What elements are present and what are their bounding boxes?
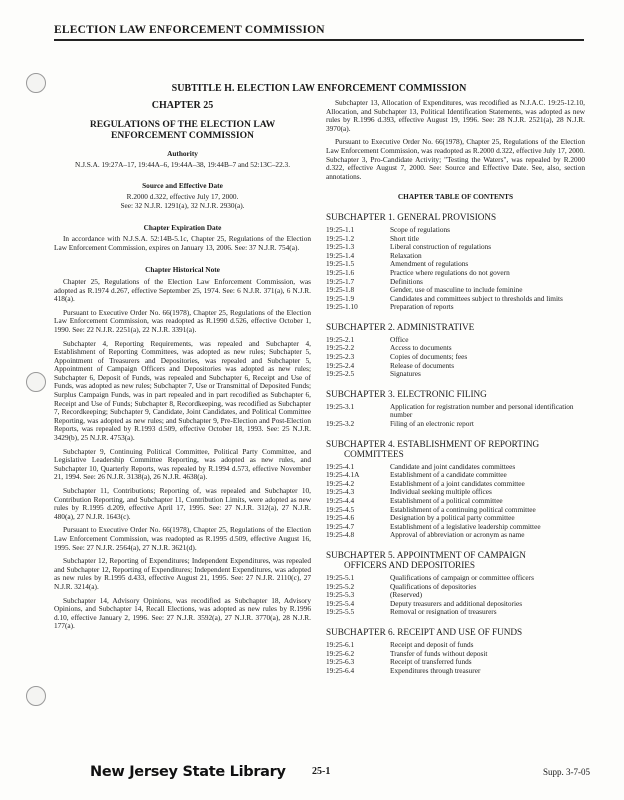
supplement-date: Supp. 3-7-05 [543, 767, 590, 777]
subchapter-heading[interactable]: SUBCHAPTER 2. ADMINISTRATIVE [326, 321, 475, 332]
section-title: Establishment of a joint candidates committee [390, 478, 525, 488]
history-paragraph: Subchapter 9, Continuing Political Committee, Political Party Committee, and Legislative Leadership Committee Reporting, was adopted as new rules, and Subchapter 10, Quarterly Reports, was repealed by R.1994 d.573, effective November 21, 1994. See: 26 N.J.R. 3138(a), 26 N.J.R. 4638(a). [54, 446, 311, 482]
section-title: Establishment of a legislative leadership committee [390, 521, 541, 531]
history-paragraph: Subchapter 4, Reporting Requirements, was repealed and Subchapter 4, Establishment of Reporting Committees, was adopted as new rules; Subchapter 5, Appointment of Treasurers and Depositories, was repealed and Subchapter 5, Appointment of Campaign Officers and Depositories was adopted as new rules; Subchapter 6, Deposit of Funds, was repealed and Subchapter 6, Receipt and Use of Funds, was adopted as new rules; Subchapter 7, Use or Transmittal of Deposited Funds; Surplus Campaign Funds, was in part repealed and in part recodified as Subchapter 6, Receipt and Use of Funds; Subchapter 8, Recordkeeping, was recodified as Subchapter 7, Recordkeeping; Subchapter 9, Candidate, Joint Candidates, and Political Committee Reporting, was adopted as new rules; and Subchapter 9, Pre-Election and Post-Election Reports, was repealed by R.1993 d.509, effective October 18, 1993. See: 25 N.J.R. 3429(b), 25 N.J.R. 4753(a). [54, 338, 311, 443]
section-number: 19:25-4.3 [326, 487, 355, 497]
history-paragraph: Pursuant to Executive Order No. 66(1978), Chapter 25, Regulations of the Election Law Enforcement Commission, was readopted as R.1990 d.526, effective October 1, 1990. See: 22 N.J.R. 2251(a), 22 N.J.R. 3391(a). [54, 307, 311, 334]
section-number: 19:25-1.1 [326, 224, 355, 234]
subchapter-heading[interactable]: SUBCHAPTER 3. ELECTRONIC FILING [326, 388, 487, 399]
section-title: Definitions [390, 276, 423, 286]
section-title: Relaxation [390, 250, 422, 260]
history-notes-continued [326, 99, 585, 181]
section-number: 19:25-6.3 [326, 657, 355, 667]
history-paragraph: Pursuant to Executive Order No. 66(1978), Chapter 25, Regulations of the Election Law Enforcement Commission, was readopted as R.1995 d.509, effective August 16, 1995. See: 27 N.J.R. 2564(a), 27 N.J.R. 3621(d). [54, 525, 311, 552]
section-title: Removal or resignation of treasurers [390, 607, 497, 617]
section-number: 19:25-1.10 [326, 302, 358, 312]
left-column [54, 99, 311, 636]
section-number: 19:25-2.2 [326, 343, 355, 353]
toc-entry[interactable] [326, 353, 585, 362]
section-title: (Reserved) [390, 590, 423, 600]
section-title: Copies of documents; fees [390, 352, 468, 362]
authority-text: N.J.S.A. 19:27A–17, 19:44A–6, 19:44A–38, 19:44B–7 and 52:13C–22.3. [74, 160, 291, 170]
section-number: 19:25-4.7 [326, 521, 355, 531]
section-title: Establishment of a candidate committee [390, 470, 507, 480]
section-title: Short title [390, 233, 419, 243]
authority-heading: Authority [167, 148, 198, 158]
source-heading: Source and Effective Date [142, 180, 223, 190]
section-number: 19:25-2.5 [326, 369, 355, 379]
section-title: Expenditures through treasurer [390, 665, 481, 675]
section-number: 19:25-3.2 [326, 419, 355, 429]
section-title: Release of documents [390, 360, 455, 370]
section-title: Receipt of transferred funds [390, 657, 472, 667]
section-title: Transfer of funds without deposit [390, 648, 488, 658]
section-number: 19:25-4.5 [326, 504, 355, 514]
section-title: Approval of abbreviation or acronym as name [390, 530, 525, 540]
section-number: 19:25-1.2 [326, 233, 355, 243]
section-number: 19:25-1.8 [326, 285, 355, 295]
section-title: Qualifications of campaign or committee officers [390, 572, 534, 582]
section-number: 19:25-1.5 [326, 259, 355, 269]
section-number: 19:25-5.3 [326, 590, 355, 600]
history-heading: Chapter Historical Note [145, 265, 220, 275]
section-number: 19:25-4.1A [326, 470, 360, 480]
section-number: 19:25-5.4 [326, 598, 355, 608]
toc-entry[interactable] [326, 243, 585, 252]
section-number: 19:25-1.6 [326, 267, 355, 277]
section-number: 19:25-1.4 [326, 250, 355, 260]
section-title: Establishment of a continuing political committee [390, 504, 536, 514]
toc-entry[interactable] [326, 403, 585, 420]
chapter-title: REGULATIONS OF THE ELECTION LAW ENFORCEMENT COMMISSION [89, 118, 276, 141]
section-title: Amendment of regulations [390, 259, 469, 269]
history-paragraph: Chapter 25, Regulations of the Election Law Enforcement Commission, was adopted as R.1974 d.267, effective September 25, 1974. See: 6 N.J.R. 371(a), 6 N.J.R. 418(a). [54, 276, 311, 304]
section-number: 19:25-4.4 [326, 496, 355, 505]
subchapter-heading[interactable]: SUBCHAPTER 5. APPOINTMENT OF CAMPAIGN OFFICERS AND DEPOSITORIES [326, 549, 526, 570]
section-title: Candidate and joint candidates committees [390, 461, 516, 471]
section-title: Liberal construction of regulations [390, 242, 492, 252]
section-title: Receipt and deposit of funds [390, 639, 474, 649]
section-number: 19:25-5.5 [326, 607, 355, 617]
section-title: Deputy treasurers and additional depositories [390, 598, 523, 608]
source-line: R.2000 d.322, effective July 17, 2000. [126, 192, 239, 202]
right-column [326, 99, 585, 675]
section-number: 19:25-2.4 [326, 360, 355, 370]
section-title: Access to documents [390, 343, 452, 353]
section-number: 19:25-5.2 [326, 581, 355, 591]
history-paragraph: Subchapter 13, Allocation of Expenditures, was recodified as N.J.A.C. 19:25-12.10, Allocation, and Subchapter 13, Political Identification Statements, was adopted as new rules by R.1996 d.393, effective August 19, 1996. See: 28 N.J.R. 2521(a), 28 N.J.R. 3970(a). [326, 98, 585, 133]
toc-entry[interactable] [326, 269, 585, 278]
toc-entry[interactable] [326, 336, 585, 345]
section-number: 19:25-6.2 [326, 648, 355, 658]
section-number: 19:25-4.1 [326, 461, 355, 471]
history-paragraph: Subchapter 12, Reporting of Expenditures; Independent Expenditures, was repealed and Subchapter 12, Reporting of Expenditures; Independent Expenditures, was adopted as new rules by R.1995 d.433, effective August 21, 1995. See: 27 N.J.R. 2110(c), 27 N.J.R. 3214(a). [54, 556, 311, 591]
section-title: Signatures [390, 369, 421, 379]
section-title: Filing of an electronic report [390, 419, 474, 429]
toc-entry[interactable] [326, 583, 585, 592]
history-paragraph: Pursuant to Executive Order No. 66(1978), Chapter 25, Regulations of the Election Law Enforcement Commission, was readopted as R.2000 d.322, effective July 17, 2000. Subchapter 3, Pro-Candidate Activity; "Testing the Waters", was repealed by R.2000 d.322, effective August 7, 2000. See: Source and Effective Date. See, also, section annotations. [326, 137, 585, 181]
section-number: 19:25-5.1 [326, 572, 355, 582]
section-title: Designation by a political party committee [390, 513, 515, 523]
subchapter-heading[interactable]: SUBCHAPTER 4. ESTABLISHMENT OF REPORTING COMMITTEES [326, 438, 540, 459]
toc-entry[interactable] [326, 531, 585, 540]
section-title: Establishment of a political committee [390, 496, 503, 505]
chapter-number: CHAPTER 25 [151, 100, 214, 111]
section-title: Application for registration number and personal identification number [390, 401, 574, 420]
toc-entry[interactable] [326, 370, 585, 379]
section-number: 19:25-4.8 [326, 530, 355, 540]
punch-hole-icon [26, 686, 46, 706]
toc-entry[interactable] [326, 303, 585, 312]
toc-entry[interactable] [326, 226, 585, 235]
expiration-text: In accordance with N.J.S.A. 52:14B-5.1c, Chapter 25, Regulations of the Election Law Enforcement Commission, expires on January 13, 2006. See: 37 N.J.R. 754(a). [54, 234, 311, 252]
section-title: Practice where regulations do not govern [390, 267, 510, 277]
section-title: Individual seeking multiple offices [390, 487, 492, 497]
subchapter-heading[interactable]: SUBCHAPTER 6. RECEIPT AND USE OF FUNDS [326, 626, 523, 637]
section-number: 19:25-4.6 [326, 513, 355, 523]
history-paragraph: Subchapter 14, Advisory Opinions, was recodified as Subchapter 18, Advisory Opinions, and Subchapter 14, Recall Elections, was adopted as new rules by R.1996 d.10, effective January 2, 1996. See: 27 N.J.R. 3592(a), 27 N.J.R. 3770(a), 28 N.J.R. 177(a). [54, 595, 311, 631]
section-number: 19:25-1.7 [326, 276, 355, 286]
source-line: See: 32 N.J.R. 1291(a), 32 N.J.R. 2930(a). [120, 200, 245, 210]
section-number: 19:25-6.4 [326, 665, 355, 675]
running-head: ELECTION LAW ENFORCEMENT COMMISSION [54, 24, 584, 41]
section-number: 19:25-2.1 [326, 334, 355, 344]
section-number: 19:25-3.1 [326, 401, 355, 411]
punch-hole-icon [26, 73, 46, 93]
toc-entry[interactable] [326, 362, 585, 371]
library-logo: New Jersey State Library [90, 764, 286, 780]
history-paragraph: Subchapter 11, Contributions; Reporting of, was repealed and Subchapter 10, Contribution Reporting, and Subchapter 11, Contribution Limits, were adopted as new rules by R.1995 d.209, effective April 17, 1995. See: 27 N.J.R. 312(a), 27 N.J.R. 480(a), 27 N.J.R. 1643(c). [54, 486, 311, 521]
section-number: 19:25-6.1 [326, 639, 355, 649]
section-number: 19:25-4.2 [326, 478, 355, 488]
toc-entry[interactable] [326, 608, 585, 617]
page-number: 25-1 [312, 766, 331, 777]
section-title: Preparation of reports [390, 302, 454, 312]
section-title: Office [390, 334, 409, 344]
table-of-contents [326, 212, 585, 675]
section-number: 19:25-1.3 [326, 242, 355, 252]
subchapter-heading[interactable]: SUBCHAPTER 1. GENERAL PROVISIONS [326, 211, 497, 222]
section-title: Qualifications of depositories [390, 581, 477, 591]
section-title: Scope of regulations [390, 224, 450, 234]
section-number: 19:25-2.3 [326, 352, 355, 362]
toc-entry[interactable] [326, 295, 585, 304]
history-notes [54, 278, 311, 631]
subtitle-heading: SUBTITLE H. ELECTION LAW ENFORCEMENT COMMISSION [171, 83, 467, 94]
section-title: Gender, use of masculine to include feminine [390, 285, 523, 295]
toc-entry[interactable] [326, 420, 585, 429]
punch-hole-icon [26, 372, 46, 392]
expiration-heading: Chapter Expiration Date [143, 222, 222, 232]
toc-heading: CHAPTER TABLE OF CONTENTS [397, 192, 514, 202]
section-title: Candidates and committees subject to thresholds and limits [390, 293, 563, 303]
section-number: 19:25-1.9 [326, 293, 355, 303]
toc-entry[interactable] [326, 667, 585, 676]
